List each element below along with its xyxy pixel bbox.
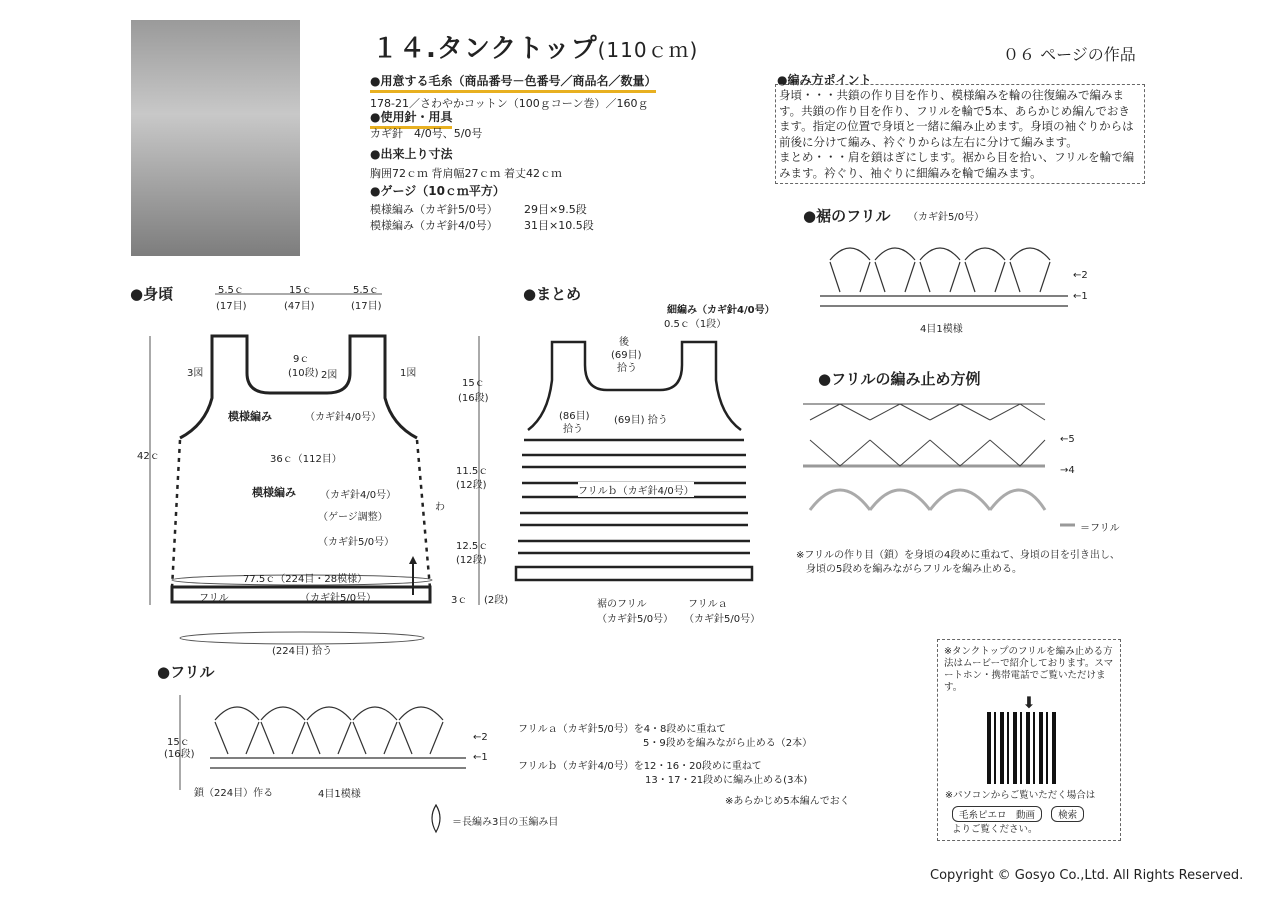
movie-line-2: 法はムービーで紹介しております。スマ: [944, 658, 1114, 669]
frill-end-legend: ＝フリル: [1080, 523, 1120, 534]
finishing-front-left: (86目): [559, 411, 590, 422]
frill-repeat: 4目1模様: [318, 789, 361, 800]
hem-frill-row2: ←2: [1073, 270, 1088, 281]
body-frill-label: フリル: [199, 593, 229, 604]
body-top-dim-1-st: (17目): [216, 301, 247, 312]
body-fig-1: 1図: [400, 368, 417, 379]
body-arrow-head: [409, 556, 417, 564]
frill-end-heading: ●フリルの編み止め方例: [818, 370, 981, 388]
gauge-heading: ●ゲージ（10ｃｍ平方）: [370, 184, 505, 198]
body-top-dim-3-st: (17目): [351, 301, 382, 312]
body-left-side: [172, 440, 180, 588]
frill-end-chart: [803, 404, 1075, 525]
yarn-value: 178-21／さわやかコットン（100ｇコーン巻）／160ｇ: [370, 97, 649, 110]
finishing-back-pick: 拾う: [617, 363, 637, 374]
down-arrow-icon: ⬇: [1022, 693, 1036, 712]
gauge-row-2-value: 31目×10.5段: [524, 219, 594, 232]
frill-row2: ←2: [473, 732, 488, 743]
frill-symbol-legend: ＝長編み3目の玉編み目: [452, 817, 559, 828]
page-reference: ０６ ページの作品: [1003, 45, 1136, 64]
hem-frill-row1: ←1: [1073, 291, 1088, 302]
finishing-back-st: (69目): [611, 350, 642, 361]
size-heading: ●出来上り寸法: [370, 147, 453, 161]
finishing-sc-label: 細編み（カギ針4/0号）: [667, 305, 775, 316]
body-width-77: 77.5ｃ（224目・28模様）: [243, 574, 368, 585]
right-dim-4: 3ｃ: [451, 595, 468, 606]
body-pickup: (224目) 拾う: [272, 646, 333, 657]
body-top-dim-3: 5.5ｃ: [353, 285, 379, 296]
gauge-row-1-label: 模様編み（カギ針5/0号）: [370, 203, 498, 216]
body-pattern-top: 模様編み: [228, 410, 272, 423]
frill-note-a-1: フリルａ（カギ針5/0号）を4・8段めに重ねて: [518, 724, 727, 735]
frill-height-rows: (16段): [164, 749, 195, 760]
finishing-front-left-pick: 拾う: [563, 424, 583, 435]
points-heading: ●編み方ポイント: [777, 73, 872, 87]
gauge-row-2-label: 模様編み（カギ針4/0号）: [370, 219, 498, 232]
finishing-heading: ●まとめ: [523, 285, 582, 303]
hem-frill-repeat: 4目1模様: [920, 324, 963, 335]
hem-frill-heading: ●裾のフリル: [803, 207, 891, 225]
right-dim-1-rows: (16段): [458, 393, 489, 404]
body-wa: わ: [435, 502, 445, 513]
yarn-heading: ●用意する毛糸（商品番号－色番号／商品名／数量）: [370, 72, 656, 93]
needle-value: カギ針 4/0号、5/0号: [370, 127, 483, 140]
body-pattern-mid: 模様編み: [252, 486, 296, 499]
hem-frill-chart: [820, 248, 1068, 306]
frill-end-note-2: 身頃の5段めを編みながらフリルを編み止める。: [806, 564, 1022, 575]
hem-frill-needle: （カギ針5/0号）: [908, 212, 985, 223]
search-term-box[interactable]: 毛糸ピエロ 動画: [952, 806, 1042, 822]
finishing-frill-b: フリルｂ（カギ針4/0号）: [578, 482, 694, 497]
body-width-36: 36ｃ（112目）: [270, 454, 342, 465]
frill-note-pre: ※あらかじめ5本編んでおく: [725, 796, 850, 807]
body-needle-low: （カギ針5/0号）: [318, 537, 395, 548]
body-gauge-adjust: （ゲージ調整）: [318, 512, 388, 523]
needle-heading: ●使用針・用具: [370, 108, 452, 129]
qr-code[interactable]: [987, 712, 1059, 784]
right-dim-2: 11.5ｃ: [456, 466, 489, 477]
finishing-back: 後: [619, 337, 629, 348]
body-height: 42ｃ: [137, 451, 160, 462]
finishing-front-right: (69目) 拾う: [614, 415, 668, 426]
body-fig-3: 3図: [187, 368, 204, 379]
body-right-side: [417, 440, 430, 588]
frill-end-note-1: ※フリルの作り目（鎖）を身頃の4段めに重ねて、身頃の目を引き出し、: [796, 550, 1120, 561]
finishing-frill-a: フリルａ: [688, 599, 728, 610]
right-dim-4-rows: (2段): [484, 595, 509, 606]
movie-please: よりご覧ください。: [952, 824, 1038, 835]
frill-end-row5: ←5: [1060, 434, 1075, 445]
movie-pc-note: ※パソコンからご覧いただく場合は: [945, 790, 1096, 801]
search-button[interactable]: 検索: [1051, 806, 1084, 822]
body-needle-mid: （カギ針4/0号）: [320, 490, 397, 501]
body-frill-needle: （カギ針5/0号）: [300, 593, 377, 604]
finishing-tier-5: [518, 541, 750, 553]
frill-note-b-1: フリルｂ（カギ針4/0号）を12・16・20段めに重ねて: [518, 761, 762, 772]
frill-chart: [180, 695, 466, 832]
frill-end-row4: →4: [1060, 465, 1075, 476]
finishing-tier-4: [520, 513, 748, 525]
frill-height-c: 15ｃ: [167, 737, 190, 748]
body-heading: ●身頃: [130, 285, 174, 303]
frill-row1: ←1: [473, 752, 488, 763]
finishing-hem-frill: 裾のフリル: [597, 599, 647, 610]
right-dim-1: 15ｃ: [462, 378, 485, 389]
points-line-2: まとめ・・・肩を鎖はぎにします。裾から目を拾い、フリルを輪で編みます。衿ぐり、袖ぐりに細編みを輪で編みます。: [779, 150, 1135, 180]
right-dim-3-rows: (12段): [456, 555, 487, 566]
finishing-frill-a-needle: （カギ針5/0号）: [684, 614, 761, 625]
frill-note-b-2: 13・17・21段めに編み止める(3本): [645, 775, 808, 786]
gauge-row-1-value: 29目×9.5段: [524, 203, 587, 216]
copyright: Copyright © Gosyo Co.,Ltd. All Rights Reserved.: [930, 868, 1244, 883]
right-dim-3: 12.5ｃ: [456, 541, 489, 552]
finishing-sc-width: 0.5ｃ（1段）: [664, 319, 727, 330]
body-neck-c: 9ｃ: [293, 354, 310, 365]
right-dim-2-rows: (12段): [456, 480, 487, 491]
frill-chain: 鎖（224目）作る: [194, 788, 274, 799]
size-value: 胸囲72ｃｍ 背肩幅27ｃｍ 着丈42ｃｍ: [370, 167, 562, 180]
frill-note-a-2: 5・9段めを編みながら止める（2本）: [643, 738, 813, 749]
page-title: １４.タンクトップ(110ｃｍ): [372, 34, 699, 64]
body-top-dim-2: 15ｃ: [289, 285, 312, 296]
body-fig-2: 2図: [321, 370, 338, 381]
body-needle-top: （カギ針4/0号）: [305, 412, 382, 423]
finishing-hem-needle: （カギ針5/0号）: [597, 614, 674, 625]
title-size: (110ｃｍ): [597, 38, 699, 62]
movie-line-1: ※タンクトップのフリルを編み止める方: [944, 646, 1113, 657]
body-neck-rows: (10段): [288, 368, 319, 379]
body-top-dim-2-st: (47目): [284, 301, 315, 312]
finishing-hem: [516, 567, 752, 580]
finishing-tier-2: [522, 455, 746, 467]
frill-heading: ●フリル: [157, 663, 215, 681]
body-top-dim-1: 5.5ｃ: [218, 285, 244, 296]
points-line-1: 身頃・・・共鎖の作り目を作り、模様編みを輪の往復編みで編みます。共鎖の作り目を作り、フリルを輪で5本、あらかじめ編んでおきます。指定の位置で身頃と一緒に編み止めます。身頃の袖ぐりからは前後に分けて編み、衿ぐりからは左右に分けて編みます。: [779, 88, 1134, 149]
movie-line-3: ートホン・携帯電話でご覧いただけます。: [944, 670, 1106, 693]
